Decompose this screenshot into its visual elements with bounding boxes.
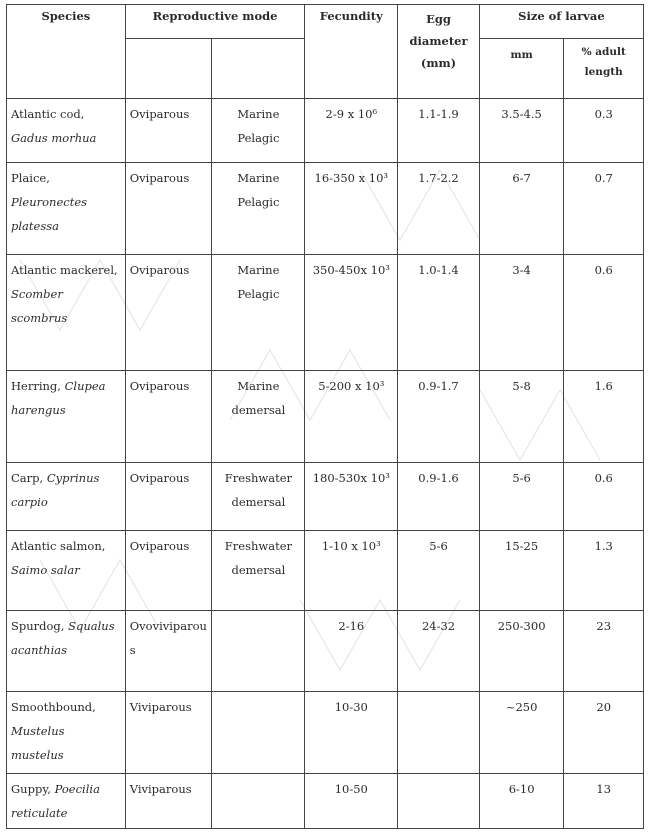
header-larvae-mm: mm — [479, 39, 564, 99]
larvae-pct-cell: 0.7 — [564, 163, 644, 255]
species-common-name: Guppy, — [11, 782, 51, 796]
header-larvae-pct: % adult length — [564, 39, 644, 99]
species-cell — [7, 531, 126, 611]
larvae-mm-cell: 6-10 — [479, 774, 564, 829]
table-row — [7, 99, 644, 163]
species-cell — [7, 774, 126, 829]
fecundity-cell: 16-350 x 10³ — [305, 163, 398, 255]
species-latin-name: Mustelus mustelus — [11, 724, 65, 762]
species-common-name: Atlantic mackerel, — [11, 263, 118, 277]
larvae-mm-cell: 3-4 — [479, 255, 564, 371]
mode-cell: Oviparous — [125, 163, 212, 255]
species-cell — [7, 255, 126, 371]
mode-cell: Oviparous — [125, 99, 212, 163]
header-size-of-larvae: Size of larvae — [479, 5, 643, 39]
table-row — [7, 531, 644, 611]
larvae-mm-cell: 15-25 — [479, 531, 564, 611]
egg-diameter-cell: 0.9-1.7 — [398, 371, 480, 463]
habitat-cell — [212, 774, 305, 829]
species-cell — [7, 371, 126, 463]
species-common-name: Plaice, — [11, 171, 50, 185]
species-latin-name: Gadus morhua — [11, 131, 97, 145]
header-reproductive-mode: Reproductive mode — [125, 5, 305, 39]
egg-diameter-cell — [398, 692, 480, 774]
larvae-mm-cell: 250-300 — [479, 611, 564, 692]
species-latin-name: Squalus acanthias — [11, 619, 115, 657]
habitat-cell — [212, 611, 305, 692]
mode-cell: Viviparous — [125, 774, 212, 829]
larvae-mm-cell: 6-7 — [479, 163, 564, 255]
egg-diameter-cell: 24-32 — [398, 611, 480, 692]
mode-cell: Oviparous — [125, 463, 212, 531]
header-mode-blank-1 — [125, 39, 212, 99]
egg-diameter-cell: 1.0-1.4 — [398, 255, 480, 371]
mode-cell: Oviparous — [125, 255, 212, 371]
species-common-name: Smoothbound, — [11, 700, 96, 714]
table-row — [7, 774, 644, 829]
larvae-mm-cell: 3.5-4.5 — [479, 99, 564, 163]
table-row — [7, 611, 644, 692]
larvae-pct-cell: 0.6 — [564, 463, 644, 531]
habitat-cell: Freshwater demersal — [212, 531, 305, 611]
egg-diameter-cell: 1.1-1.9 — [398, 99, 480, 163]
larvae-pct-cell: 13 — [564, 774, 644, 829]
egg-diameter-cell: 5-6 — [398, 531, 480, 611]
habitat-cell: Freshwater demersal — [212, 463, 305, 531]
table-row — [7, 692, 644, 774]
larvae-mm-cell: 5-8 — [479, 371, 564, 463]
habitat-cell: Marine demersal — [212, 371, 305, 463]
fecundity-cell: 10-50 — [305, 774, 398, 829]
species-latin-name: Cyprinus carpio — [11, 471, 100, 509]
larvae-mm-cell: ~250 — [479, 692, 564, 774]
fecundity-cell: 2-9 x 10⁶ — [305, 99, 398, 163]
species-cell — [7, 611, 126, 692]
egg-diameter-cell: 0.9-1.6 — [398, 463, 480, 531]
species-reproduction-table — [6, 4, 644, 829]
egg-diameter-cell: 1.7-2.2 — [398, 163, 480, 255]
fecundity-cell: 2-16 — [305, 611, 398, 692]
species-cell — [7, 463, 126, 531]
fecundity-cell: 1-10 x 10³ — [305, 531, 398, 611]
larvae-pct-cell: 1.3 — [564, 531, 644, 611]
header-species: Species — [7, 5, 126, 99]
table-row — [7, 163, 644, 255]
habitat-cell: Marine Pelagic — [212, 255, 305, 371]
mode-cell: Viviparous — [125, 692, 212, 774]
fecundity-cell: 10-30 — [305, 692, 398, 774]
table-row — [7, 371, 644, 463]
larvae-pct-cell: 0.6 — [564, 255, 644, 371]
fecundity-cell: 180-530x 10³ — [305, 463, 398, 531]
species-cell — [7, 99, 126, 163]
species-latin-name: Scomber scombrus — [11, 287, 68, 325]
larvae-pct-cell: 20 — [564, 692, 644, 774]
larvae-pct-cell: 0.3 — [564, 99, 644, 163]
species-common-name: Spurdog, — [11, 619, 65, 633]
habitat-cell: Marine Pelagic — [212, 99, 305, 163]
species-common-name: Herring, — [11, 379, 61, 393]
species-latin-name: Pleuronectes platessa — [11, 195, 88, 233]
species-common-name: Atlantic cod, — [11, 107, 85, 121]
species-cell — [7, 163, 126, 255]
species-common-name: Atlantic salmon, — [11, 539, 106, 553]
fecundity-cell: 350-450x 10³ — [305, 255, 398, 371]
table-row — [7, 255, 644, 371]
species-latin-name: Saimo salar — [11, 563, 80, 577]
fecundity-cell: 5-200 x 10³ — [305, 371, 398, 463]
habitat-cell — [212, 692, 305, 774]
table-row — [7, 463, 644, 531]
larvae-mm-cell: 5-6 — [479, 463, 564, 531]
species-cell — [7, 692, 126, 774]
habitat-cell: Marine Pelagic — [212, 163, 305, 255]
egg-diameter-cell — [398, 774, 480, 829]
mode-cell: Oviparous — [125, 531, 212, 611]
mode-cell: Ovoviviparous — [125, 611, 212, 692]
species-common-name: Carp, — [11, 471, 44, 485]
larvae-pct-cell: 23 — [564, 611, 644, 692]
header-egg-diameter: Egg diameter (mm) — [398, 5, 480, 99]
mode-cell: Oviparous — [125, 371, 212, 463]
header-mode-blank-2 — [212, 39, 305, 99]
species-latin-name: Poecilia reticulate — [11, 782, 100, 820]
species-latin-name: Clupea harengus — [11, 379, 106, 417]
larvae-pct-cell: 1.6 — [564, 371, 644, 463]
header-fecundity: Fecundity — [305, 5, 398, 99]
